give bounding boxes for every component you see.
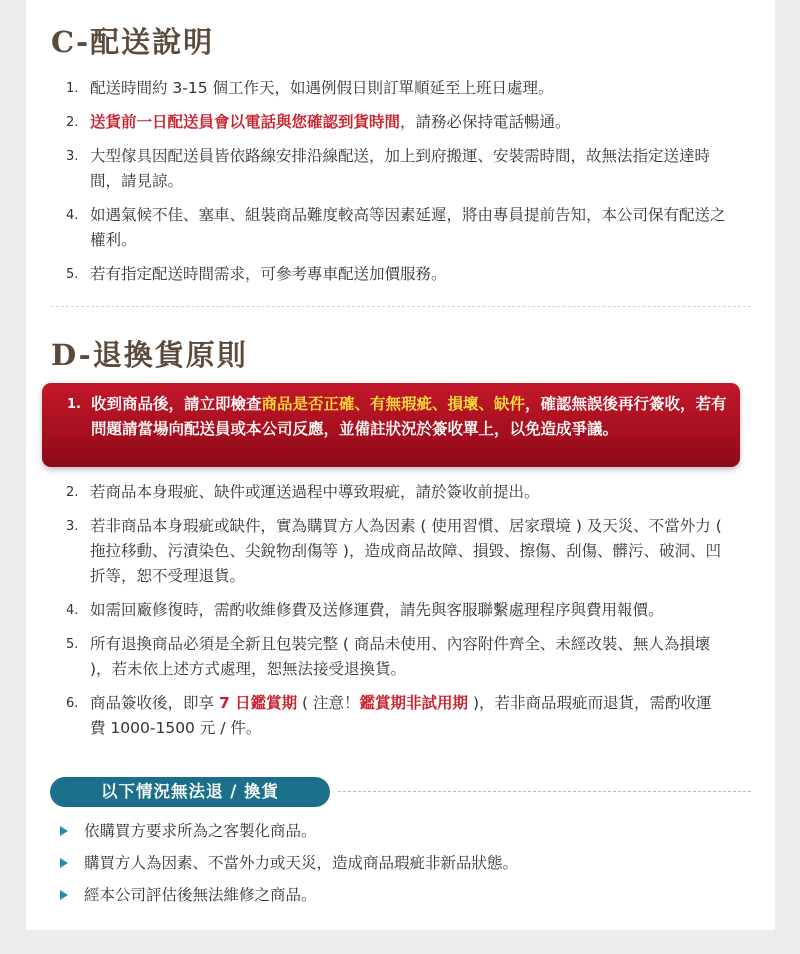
list-item: 2. 送貨前一日配送員會以電話與您確認到貨時間，請務必保持電話暢通。 <box>66 113 571 131</box>
list-item: 4. 如遇氣候不佳、塞車、組裝商品難度較高等因素延遲，將由專員提前告知，本公司保有配送之權利。 <box>66 206 726 249</box>
section-divider <box>51 306 751 307</box>
highlight-list <box>67 392 727 442</box>
exclusions-divider <box>338 791 751 792</box>
highlight-banner <box>42 383 740 467</box>
exclusions-list <box>60 815 518 911</box>
list-item: 1. 配送時間約 3-15 個工作天，如遇例假日則訂單順延至上班日處理。 <box>66 79 554 97</box>
list-item: 1. 收到商品後，請立即檢查商品是否正確、有無瑕疵、損壞、缺件，確認無誤後再行簽收，若有問題請當場向配送員或本公司反應，並備註狀況於簽收單上，以免造成爭議。 <box>67 395 727 438</box>
section-d-title: D-退換貨原則 <box>51 338 248 372</box>
exclusions-label: 以下情況無法退 / 換貨 <box>50 777 330 807</box>
list-item: 2. 若商品本身瑕疵、缺件或運送過程中導致瑕疵，請於簽收前提出。 <box>66 483 540 501</box>
triangle-bullet-icon <box>60 826 68 836</box>
section-c-title: C-配送說明 <box>51 25 215 59</box>
list-item: 依購買方要求所為之客製化商品。 <box>60 815 518 847</box>
list-item: 購買方人為因素、不當外力或天災，造成商品瑕疵非新品狀態。 <box>60 847 518 879</box>
list-item: 3. 大型傢具因配送員皆依路線安排沿線配送，加上到府搬運、安裝需時間，故無法指定送達時間，請見諒。 <box>66 147 711 190</box>
inspection-emphasis: 商品是否正確、有無瑕疵、損壞、缺件 <box>261 395 526 413</box>
list-item: 4. 如需回廠修復時，需酌收維修費及送修運費，請先與客服聯繫處理程序與費用報價。 <box>66 601 664 619</box>
appreciation-period-emphasis: 7 日鑑賞期 <box>218 694 298 712</box>
not-trial-emphasis: 鑑賞期非試用期 <box>359 694 469 712</box>
list-item: 經本公司評估後無法維修之商品。 <box>60 879 518 911</box>
list-item: 5. 所有退換商品必須是全新且包裝完整 ( 商品未使用、內容附件齊全、未經改裝、無人為損壞 )，若未依上述方式處理，恕無法接受退換貨。 <box>66 635 711 678</box>
list-item: 3. 若非商品本身瑕疵或缺件，實為購買方人為因素 ( 使用習慣、居家環境 ) 及天災、不當外力 ( 拖拉移動、污漬染色、尖銳物刮傷等 )，造成商品故障、損毀、擦傷、刮傷、髒污、破洞、凹折等，恕不受理退貨。 <box>66 517 722 585</box>
delivery-rules-list <box>66 76 726 287</box>
triangle-bullet-icon <box>60 890 68 900</box>
content-card <box>26 0 775 930</box>
triangle-bullet-icon <box>60 858 68 868</box>
return-rules-list <box>66 480 726 741</box>
list-item: 6. 商品簽收後，即享 7 日鑑賞期 ( 注意！鑑賞期非試用期 )，若非商品瑕疵而退貨，需酌收運費 1000-1500 元 / 件。 <box>66 694 712 737</box>
list-item: 5. 若有指定配送時間需求，可參考專車配送加價服務。 <box>66 265 447 283</box>
contact-notice-emphasis: 送貨前一日配送員會以電話與您確認到貨時間 <box>90 113 401 131</box>
